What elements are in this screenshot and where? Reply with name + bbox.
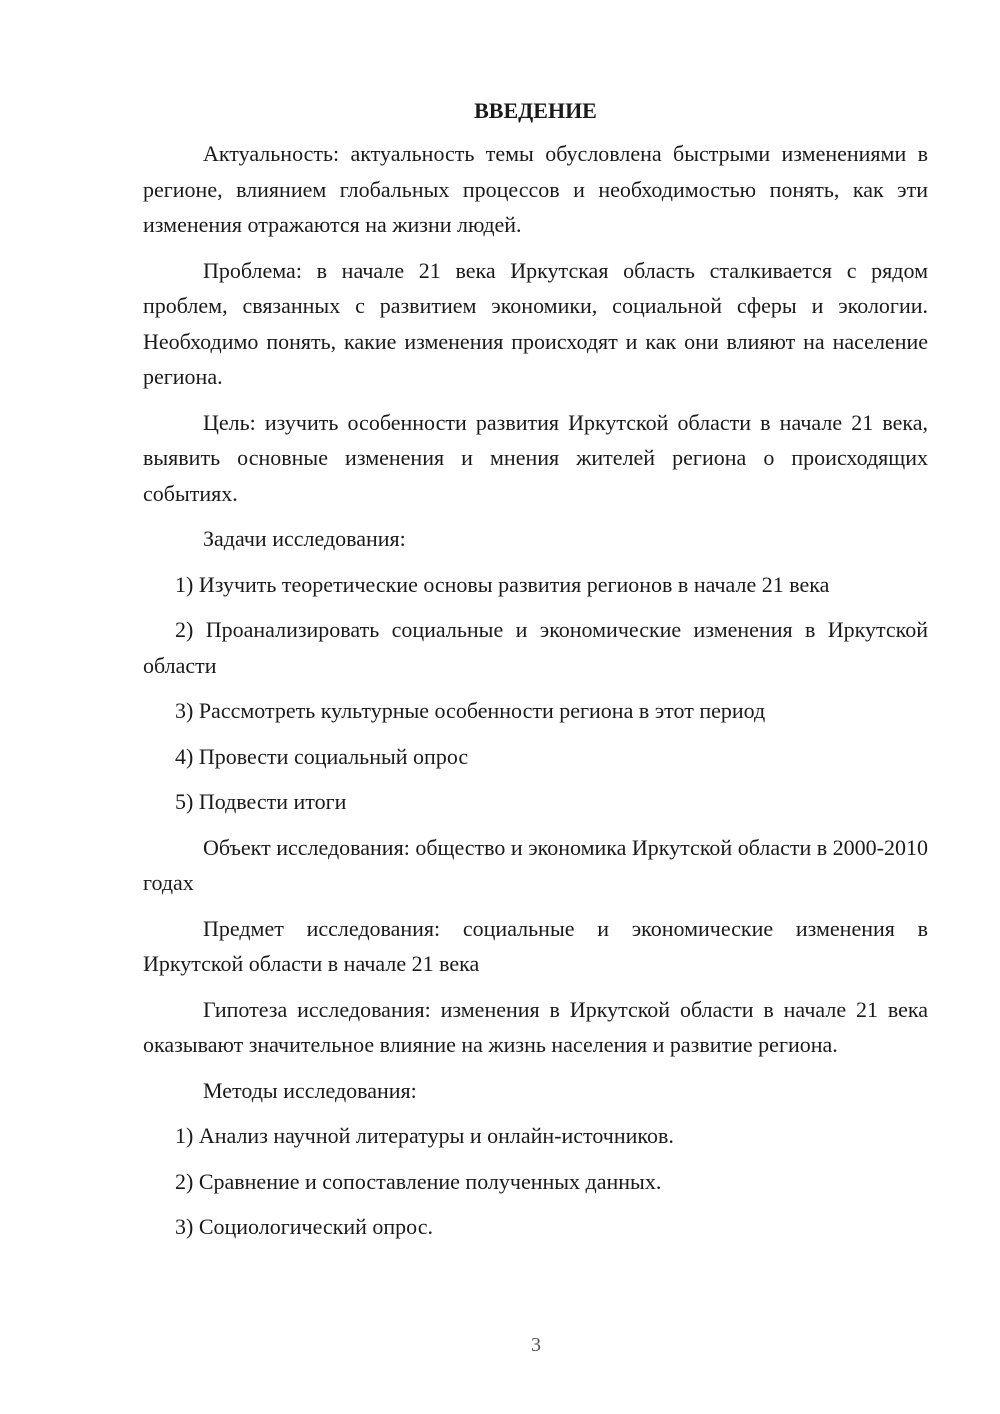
subject-paragraph: Предмет исследования: социальные и экономические изменения в Иркутской области в начале 21 века — [143, 915, 928, 976]
goal-paragraph: Цель: изучить особенности развития Иркутской области в начале 21 века, выявить основные изменения и мнения жителей региона о происходящих событиях. — [143, 409, 928, 506]
relevance-paragraph: Актуальность: актуальность темы обусловлена быстрыми изменениями в регионе, влиянием глобальных процессов и необходимостью понять, как эти изменения отражаются на жизни людей. — [143, 141, 928, 237]
page-title: ВВЕДЕНИЕ — [474, 98, 597, 123]
object-paragraph: Объект исследования: общество и экономика Иркутской области в 2000-2010 годах — [143, 834, 928, 895]
method-item: 2) Сравнение и сопоставление полученных данных. — [175, 1168, 662, 1194]
task-item: 3) Рассмотреть культурные особенности региона в этот период — [175, 698, 766, 723]
task-item: 1) Изучить теоретические основы развития регионов в начале 21 века — [175, 571, 830, 597]
task-item: 2) Проанализировать социальные и экономические изменения в Иркутской области — [143, 617, 928, 678]
methods-heading: Методы исследования: — [203, 1077, 417, 1103]
hypothesis-paragraph: Гипотеза исследования: изменения в Иркутской области в начале 21 века оказывают значительное влияние на жизнь населения и развитие региона. — [143, 996, 928, 1057]
method-item: 3) Социологический опрос. — [175, 1214, 433, 1239]
document-body — [143, 96, 928, 1255]
page-number: 3 — [531, 1334, 541, 1356]
task-item: 4) Провести социальный опрос — [175, 743, 469, 769]
method-item: 1) Анализ научной литературы и онлайн-источников. — [175, 1123, 674, 1148]
problem-paragraph: Проблема: в начале 21 века Иркутская область сталкивается с рядом проблем, связанных с развитием экономики, социальной сферы и экологии. Необходимо понять, какие изменения происходят и как они влияют на население региона. — [143, 257, 928, 389]
tasks-heading: Задачи исследования: — [203, 526, 406, 551]
task-item: 5) Подвести итоги — [175, 789, 347, 814]
